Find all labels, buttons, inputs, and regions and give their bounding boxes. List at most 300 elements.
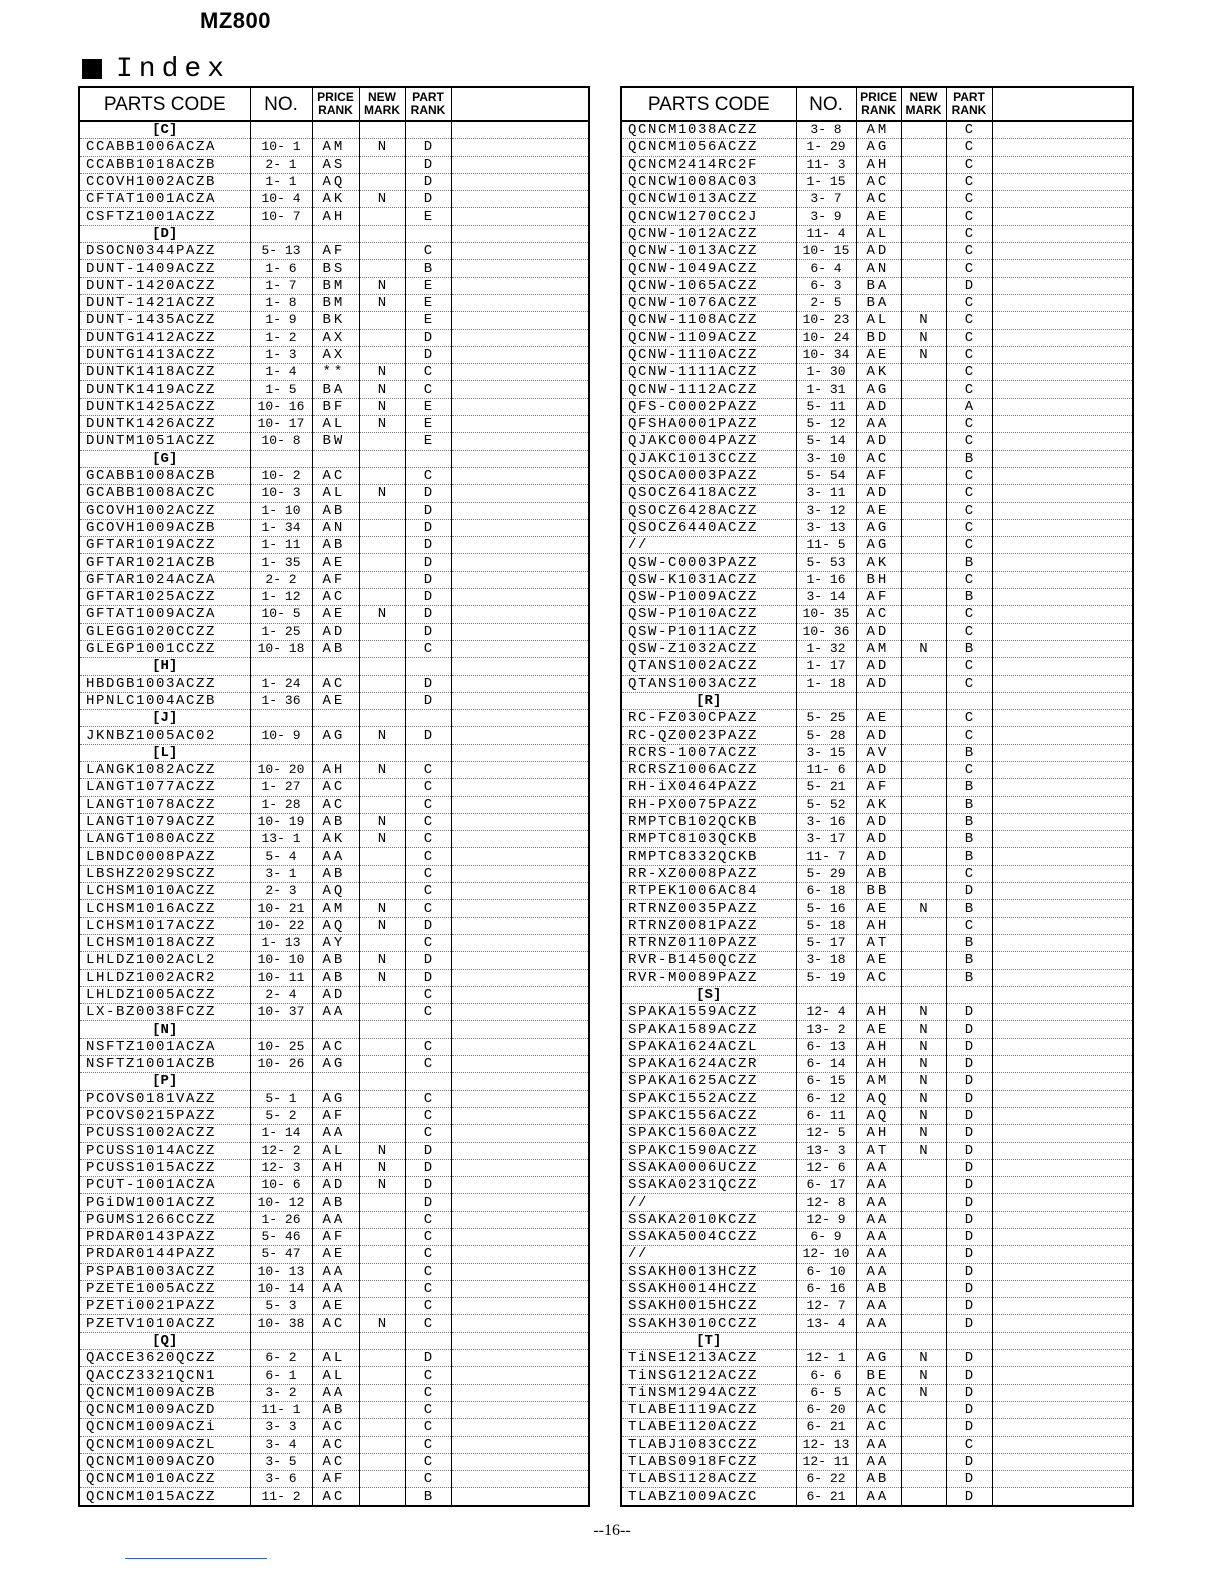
parts-code-cell: QACCE3620QCZZ xyxy=(79,1350,250,1367)
group-letter: [C] xyxy=(79,121,250,139)
no-cell: 6- 10 xyxy=(796,1263,856,1280)
blank-cell xyxy=(451,208,589,225)
new-mark-cell xyxy=(359,1350,405,1367)
table-row xyxy=(621,1159,1133,1176)
table-row xyxy=(79,917,589,934)
part-rank-cell: C xyxy=(405,1004,451,1021)
part-rank-cell: B xyxy=(946,969,992,986)
no-cell: 11- 1 xyxy=(250,1401,312,1418)
price-rank-cell: AQ xyxy=(312,883,359,900)
no-cell: 3- 14 xyxy=(796,589,856,606)
price-rank-cell: AF xyxy=(312,1229,359,1246)
parts-code-cell: QCNW-1109ACZZ xyxy=(621,329,796,346)
part-rank-cell: C xyxy=(946,658,992,675)
blank-cell xyxy=(992,710,1133,727)
parts-code-cell: RTRNZ0110PAZZ xyxy=(621,934,796,951)
blank-cell xyxy=(992,917,1133,934)
table-row xyxy=(621,485,1133,502)
table-row xyxy=(79,381,589,398)
table-row xyxy=(621,450,1133,467)
price-rank-cell: AH xyxy=(856,917,901,934)
blank-cell xyxy=(451,1263,589,1280)
blank-cell xyxy=(451,779,589,796)
price-rank-cell: AB xyxy=(312,502,359,519)
price-rank-cell: AD xyxy=(856,761,901,778)
parts-code-cell: GFTAR1024ACZA xyxy=(79,571,250,588)
new-mark-cell xyxy=(901,1401,946,1418)
part-rank-cell: C xyxy=(946,294,992,311)
no-cell: 1- 11 xyxy=(250,537,312,554)
table-row xyxy=(79,1056,589,1073)
no-cell: 3- 6 xyxy=(250,1471,312,1488)
group-header-row xyxy=(621,1332,1133,1349)
blank-cell xyxy=(451,744,589,761)
new-mark-cell xyxy=(359,1471,405,1488)
parts-code-cell: SSAKA5004CCZZ xyxy=(621,1229,796,1246)
parts-code-cell: DUNTK1418ACZZ xyxy=(79,364,250,381)
price-rank-cell: AC xyxy=(856,969,901,986)
new-mark-cell xyxy=(901,848,946,865)
empty-cell xyxy=(856,1332,901,1349)
parts-code-cell: TiNSM1294ACZZ xyxy=(621,1384,796,1401)
no-cell: 5- 4 xyxy=(250,848,312,865)
price-rank-cell: BM xyxy=(312,294,359,311)
parts-code-cell: LCHSM1017ACZZ xyxy=(79,917,250,934)
parts-code-cell: QCNCM1015ACZZ xyxy=(79,1488,250,1506)
price-rank-cell: AC xyxy=(856,606,901,623)
blank-cell xyxy=(992,848,1133,865)
no-cell: 1- 16 xyxy=(796,571,856,588)
price-rank-cell: AD xyxy=(312,1177,359,1194)
part-rank-cell: D xyxy=(405,139,451,156)
table-row xyxy=(621,571,1133,588)
no-cell: 3- 10 xyxy=(796,450,856,467)
parts-code-cell: LCHSM1010ACZZ xyxy=(79,883,250,900)
no-cell: 6- 21 xyxy=(796,1419,856,1436)
part-rank-cell: C xyxy=(405,467,451,484)
new-mark-cell xyxy=(901,883,946,900)
index-table-right xyxy=(620,86,1134,1507)
blank-cell xyxy=(992,312,1133,329)
empty-cell xyxy=(250,450,312,467)
price-rank-cell: AE xyxy=(312,1246,359,1263)
no-cell: 1- 29 xyxy=(796,139,856,156)
price-rank-cell: BK xyxy=(312,312,359,329)
table-row xyxy=(621,502,1133,519)
parts-code-cell: RH-PX0075PAZZ xyxy=(621,796,796,813)
table-row xyxy=(79,1315,589,1332)
price-rank-cell: AG xyxy=(312,1056,359,1073)
new-mark-cell xyxy=(359,1194,405,1211)
blank-cell xyxy=(451,139,589,156)
price-rank-cell: AB xyxy=(312,969,359,986)
blank-cell xyxy=(451,260,589,277)
table-row xyxy=(621,1107,1133,1124)
new-mark-cell xyxy=(901,121,946,139)
table-row xyxy=(79,1211,589,1228)
empty-cell xyxy=(405,1021,451,1038)
group-header-row xyxy=(79,1073,589,1090)
part-rank-cell: C xyxy=(946,519,992,536)
no-cell: 11- 4 xyxy=(796,225,856,242)
new-mark-cell xyxy=(359,1298,405,1315)
no-cell: 10- 24 xyxy=(796,329,856,346)
new-mark-cell xyxy=(901,571,946,588)
table-row xyxy=(79,1107,589,1124)
table-row xyxy=(621,589,1133,606)
empty-cell xyxy=(250,1332,312,1349)
parts-code-cell: LANGT1077ACZZ xyxy=(79,779,250,796)
new-mark-cell xyxy=(359,1367,405,1384)
part-rank-cell: C xyxy=(946,329,992,346)
part-rank-cell: D xyxy=(405,519,451,536)
part-rank-cell: C xyxy=(405,761,451,778)
empty-cell xyxy=(405,1332,451,1349)
table-row xyxy=(79,796,589,813)
no-cell: 3- 18 xyxy=(796,952,856,969)
parts-code-cell: GCABB1008ACZB xyxy=(79,467,250,484)
part-rank-cell: E xyxy=(405,294,451,311)
new-mark-cell xyxy=(359,173,405,190)
new-mark-cell xyxy=(359,1384,405,1401)
blank-cell xyxy=(451,952,589,969)
no-cell: 10- 17 xyxy=(250,416,312,433)
blank-cell xyxy=(451,1315,589,1332)
table-row xyxy=(79,1298,589,1315)
parts-code-cell: QSW-K1031ACZZ xyxy=(621,571,796,588)
table-row xyxy=(621,139,1133,156)
table-row xyxy=(621,1056,1133,1073)
new-mark-cell: N xyxy=(359,416,405,433)
price-rank-cell: AH xyxy=(856,1004,901,1021)
empty-cell xyxy=(250,225,312,242)
parts-code-cell: QCNCM1009ACZD xyxy=(79,1401,250,1418)
no-cell: 1- 10 xyxy=(250,502,312,519)
blank-cell xyxy=(451,917,589,934)
blank-cell xyxy=(451,1401,589,1418)
parts-code-cell: PGiDW1001ACZZ xyxy=(79,1194,250,1211)
new-mark-cell xyxy=(901,761,946,778)
price-rank-cell: AB xyxy=(312,1401,359,1418)
price-rank-cell: AF xyxy=(856,467,901,484)
new-mark-cell xyxy=(359,865,405,882)
new-mark-cell xyxy=(901,1280,946,1297)
blank-cell xyxy=(451,1090,589,1107)
no-cell: 10- 10 xyxy=(250,952,312,969)
blank-cell xyxy=(992,606,1133,623)
new-mark-cell: N xyxy=(901,640,946,657)
table-row xyxy=(79,1384,589,1401)
parts-code-cell: RCRSZ1006ACZZ xyxy=(621,761,796,778)
part-rank-cell: D xyxy=(405,727,451,744)
price-rank-cell: AC xyxy=(312,467,359,484)
new-mark-cell xyxy=(901,485,946,502)
parts-code-cell: PCUSS1014ACZZ xyxy=(79,1142,250,1159)
parts-code-cell: QSW-Z1032ACZZ xyxy=(621,640,796,657)
blank-cell xyxy=(451,416,589,433)
price-rank-cell: AC xyxy=(312,796,359,813)
table-row xyxy=(79,640,589,657)
blank-cell xyxy=(451,796,589,813)
price-rank-cell: AH xyxy=(856,1125,901,1142)
col-no: NO. xyxy=(250,87,312,121)
blank-cell xyxy=(992,1073,1133,1090)
table-row xyxy=(621,1263,1133,1280)
price-rank-cell: BA xyxy=(856,277,901,294)
part-rank-cell: C xyxy=(405,1090,451,1107)
col-new-mark: NEW MARK xyxy=(359,87,405,121)
blank-cell xyxy=(451,969,589,986)
price-rank-cell: AC xyxy=(312,1315,359,1332)
table-row xyxy=(621,1384,1133,1401)
empty-cell xyxy=(250,121,312,139)
no-cell: 3- 17 xyxy=(796,831,856,848)
empty-cell xyxy=(312,1073,359,1090)
parts-code-cell: QCNW-1112ACZZ xyxy=(621,381,796,398)
blank-cell xyxy=(451,589,589,606)
no-cell: 11- 3 xyxy=(796,156,856,173)
parts-code-cell: RMPTC8103QCKB xyxy=(621,831,796,848)
table-row xyxy=(621,398,1133,415)
no-cell: 1- 35 xyxy=(250,554,312,571)
group-letter: [T] xyxy=(621,1332,796,1349)
parts-code-cell: GCOVH1002ACZZ xyxy=(79,502,250,519)
part-rank-cell: C xyxy=(405,1229,451,1246)
no-cell: 5- 54 xyxy=(796,467,856,484)
blank-cell xyxy=(451,1211,589,1228)
blank-cell xyxy=(451,1436,589,1453)
no-cell: 1- 30 xyxy=(796,364,856,381)
price-rank-cell: AG xyxy=(856,381,901,398)
table-row xyxy=(621,710,1133,727)
empty-cell xyxy=(405,225,451,242)
blank-cell xyxy=(451,277,589,294)
blank-cell xyxy=(992,260,1133,277)
parts-code-cell: CFTAT1001ACZA xyxy=(79,191,250,208)
new-mark-cell xyxy=(901,139,946,156)
table-row xyxy=(621,1315,1133,1332)
price-rank-cell: AA xyxy=(856,1263,901,1280)
group-letter: [P] xyxy=(79,1073,250,1090)
part-rank-cell: D xyxy=(946,1488,992,1506)
new-mark-cell xyxy=(359,779,405,796)
table-row xyxy=(79,900,589,917)
new-mark-cell: N xyxy=(901,1125,946,1142)
parts-code-cell: LHLDZ1005ACZZ xyxy=(79,986,250,1003)
blank-cell xyxy=(992,761,1133,778)
blank-cell xyxy=(451,692,589,709)
new-mark-cell xyxy=(359,692,405,709)
no-cell: 6- 2 xyxy=(250,1350,312,1367)
price-rank-cell: AE xyxy=(856,502,901,519)
price-rank-cell: AA xyxy=(856,1177,901,1194)
part-rank-cell: D xyxy=(946,1419,992,1436)
table-row xyxy=(621,519,1133,536)
new-mark-cell: N xyxy=(359,969,405,986)
no-cell: 1- 15 xyxy=(796,173,856,190)
parts-code-cell: DUNTK1426ACZZ xyxy=(79,416,250,433)
part-rank-cell: B xyxy=(405,260,451,277)
part-rank-cell: C xyxy=(405,848,451,865)
new-mark-cell xyxy=(901,589,946,606)
parts-code-cell: JKNBZ1005AC02 xyxy=(79,727,250,744)
price-rank-cell: AF xyxy=(856,779,901,796)
blank-cell xyxy=(992,952,1133,969)
price-rank-cell: AL xyxy=(312,1350,359,1367)
no-cell: 3- 11 xyxy=(796,485,856,502)
no-cell: 13- 3 xyxy=(796,1142,856,1159)
empty-cell xyxy=(359,1073,405,1090)
col-parts-code: PARTS CODE xyxy=(79,87,250,121)
no-cell: 10- 21 xyxy=(250,900,312,917)
part-rank-cell: B xyxy=(946,589,992,606)
part-rank-cell: C xyxy=(405,934,451,951)
part-rank-cell: D xyxy=(946,1384,992,1401)
blank-cell xyxy=(451,1142,589,1159)
no-cell: 3- 13 xyxy=(796,519,856,536)
no-cell: 12- 8 xyxy=(796,1194,856,1211)
table-row xyxy=(621,831,1133,848)
no-cell: 1- 13 xyxy=(250,934,312,951)
price-rank-cell: AM xyxy=(856,1073,901,1090)
empty-cell xyxy=(312,225,359,242)
price-rank-cell: AG xyxy=(312,1090,359,1107)
part-rank-cell: C xyxy=(405,1367,451,1384)
parts-code-cell: TLABJ1083CCZZ xyxy=(621,1436,796,1453)
parts-code-cell: QCNCM1009ACZL xyxy=(79,1436,250,1453)
new-mark-cell xyxy=(901,277,946,294)
parts-code-cell: TiNSE1213ACZZ xyxy=(621,1350,796,1367)
blank-cell xyxy=(451,467,589,484)
part-rank-cell: C xyxy=(405,1246,451,1263)
table-row xyxy=(79,986,589,1003)
no-cell: 10- 2 xyxy=(250,467,312,484)
no-cell: 1- 32 xyxy=(796,640,856,657)
new-mark-cell xyxy=(359,1246,405,1263)
part-rank-cell: D xyxy=(405,589,451,606)
price-rank-cell: AG xyxy=(856,519,901,536)
blank-cell xyxy=(451,485,589,502)
price-rank-cell: AC xyxy=(312,1436,359,1453)
part-rank-cell: C xyxy=(946,433,992,450)
part-rank-cell: C xyxy=(405,865,451,882)
empty-cell xyxy=(359,450,405,467)
no-cell: 1- 8 xyxy=(250,294,312,311)
parts-code-cell: LANGK1082ACZZ xyxy=(79,761,250,778)
blank-cell xyxy=(992,1436,1133,1453)
table-row xyxy=(79,433,589,450)
price-rank-cell: AC xyxy=(312,675,359,692)
no-cell: 6- 18 xyxy=(796,883,856,900)
parts-code-cell: CCABB1018ACZB xyxy=(79,156,250,173)
parts-code-cell: QSW-P1011ACZZ xyxy=(621,623,796,640)
part-rank-cell: D xyxy=(946,1125,992,1142)
parts-code-cell: LANGT1079ACZZ xyxy=(79,813,250,830)
parts-code-cell: QTANS1003ACZZ xyxy=(621,675,796,692)
table-row xyxy=(621,1021,1133,1038)
price-rank-cell: AC xyxy=(856,191,901,208)
no-cell: 5- 13 xyxy=(250,243,312,260)
parts-code-cell: LANGT1080ACZZ xyxy=(79,831,250,848)
price-rank-cell: AE xyxy=(856,1021,901,1038)
blank-cell xyxy=(451,1177,589,1194)
group-header-row xyxy=(79,121,589,139)
parts-code-cell: LCHSM1018ACZZ xyxy=(79,934,250,951)
blank-cell xyxy=(992,813,1133,830)
no-cell: 10- 25 xyxy=(250,1038,312,1055)
price-rank-cell: AT xyxy=(856,934,901,951)
part-rank-cell: D xyxy=(405,156,451,173)
part-rank-cell: B xyxy=(405,1488,451,1506)
table-row xyxy=(621,537,1133,554)
new-mark-cell: N xyxy=(359,831,405,848)
parts-code-cell: DUNTG1412ACZZ xyxy=(79,329,250,346)
table-row xyxy=(621,883,1133,900)
price-rank-cell: AD xyxy=(312,623,359,640)
blank-cell xyxy=(992,1194,1133,1211)
new-mark-cell xyxy=(901,1298,946,1315)
part-rank-cell: C xyxy=(946,537,992,554)
blank-cell xyxy=(451,381,589,398)
part-rank-cell: C xyxy=(946,225,992,242)
price-rank-cell: AB xyxy=(312,813,359,830)
price-rank-cell: AD xyxy=(856,727,901,744)
price-rank-cell: AA xyxy=(312,1384,359,1401)
table-row xyxy=(79,156,589,173)
blank-cell xyxy=(451,346,589,363)
table-row xyxy=(79,606,589,623)
no-cell: 6- 5 xyxy=(796,1384,856,1401)
blank-cell xyxy=(451,571,589,588)
no-cell: 13- 1 xyxy=(250,831,312,848)
no-cell: 1- 26 xyxy=(250,1211,312,1228)
table-row xyxy=(621,900,1133,917)
new-mark-cell xyxy=(901,969,946,986)
part-rank-cell: C xyxy=(405,883,451,900)
new-mark-cell: N xyxy=(359,139,405,156)
parts-code-cell: TLABS0918FCZZ xyxy=(621,1453,796,1470)
table-row xyxy=(621,952,1133,969)
new-mark-cell xyxy=(901,710,946,727)
price-rank-cell: AK xyxy=(856,364,901,381)
parts-code-cell: LHLDZ1002ACR2 xyxy=(79,969,250,986)
part-rank-cell: C xyxy=(946,710,992,727)
blank-cell xyxy=(451,761,589,778)
part-rank-cell: D xyxy=(405,502,451,519)
table-row xyxy=(79,589,589,606)
blank-cell xyxy=(992,364,1133,381)
part-rank-cell: D xyxy=(405,554,451,571)
group-letter: [D] xyxy=(79,225,250,242)
parts-code-cell: PZETV1010ACZZ xyxy=(79,1315,250,1332)
col-blank xyxy=(992,87,1133,121)
no-cell: 1- 24 xyxy=(250,675,312,692)
no-cell: 12- 10 xyxy=(796,1246,856,1263)
table-row xyxy=(621,1090,1133,1107)
parts-code-cell: QCNCM1010ACZZ xyxy=(79,1471,250,1488)
blank-cell xyxy=(451,1298,589,1315)
no-cell: 5- 21 xyxy=(796,779,856,796)
price-rank-cell: AL xyxy=(312,485,359,502)
new-mark-cell xyxy=(359,1419,405,1436)
parts-code-cell: RR-XZ0008PAZZ xyxy=(621,865,796,882)
new-mark-cell xyxy=(901,294,946,311)
parts-code-cell: QACCZ3321QCN1 xyxy=(79,1367,250,1384)
no-cell: 5- 52 xyxy=(796,796,856,813)
price-rank-cell: BA xyxy=(312,381,359,398)
price-rank-cell: AV xyxy=(856,744,901,761)
blank-cell xyxy=(992,519,1133,536)
